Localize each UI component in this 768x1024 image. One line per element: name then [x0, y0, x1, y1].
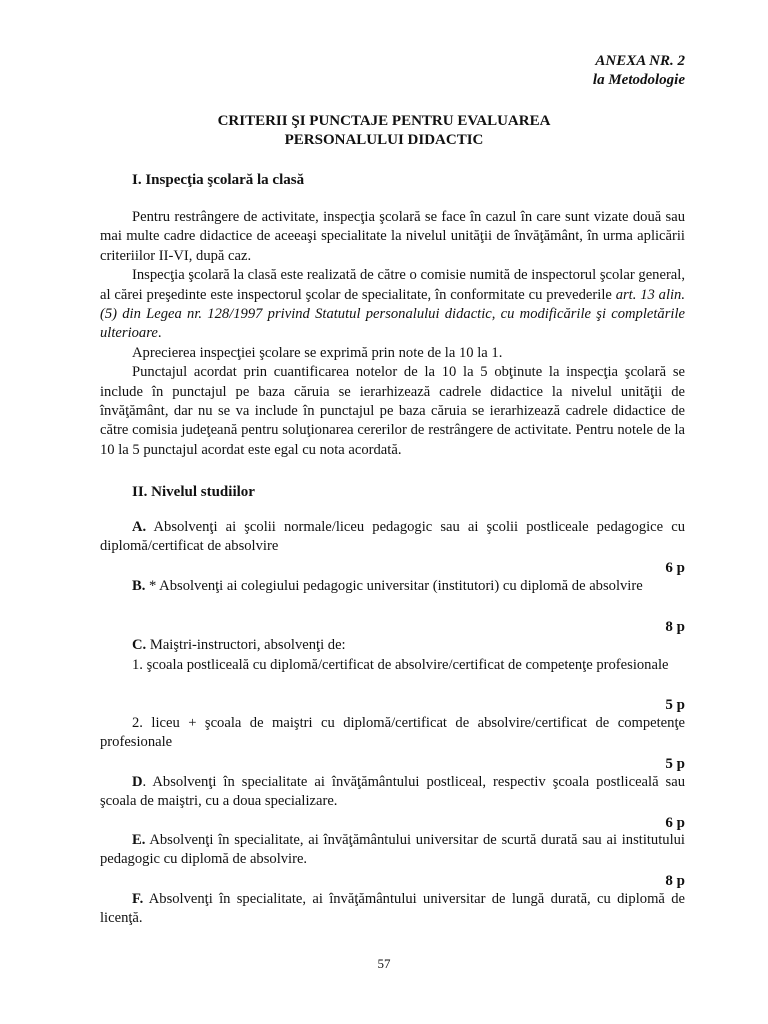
item-c-text: [100, 636, 685, 655]
paragraph-2: [100, 266, 685, 344]
item-e-label: E.: [132, 832, 146, 848]
item-b-label: B.: [132, 578, 146, 594]
item-e: [100, 831, 685, 870]
item-f-label: F.: [132, 891, 144, 907]
item-b-desc: * Absolvenţi ai colegiului pedagogic universitar (institutori) cu diplomă de absolvire: [145, 578, 643, 594]
item-c2-text: 2. liceu + şcoala de maiştri cu diplomă/certificat de absolvire/certificat de competenţe profesionale: [100, 715, 685, 751]
item-a: [100, 518, 685, 557]
item-c1-score: 5 p: [665, 697, 685, 713]
item-d-score: 6 p: [665, 815, 685, 831]
page-number: 57: [377, 956, 391, 971]
item-e-score: 8 p: [665, 873, 685, 889]
paragraph-2-start: Inspecţia şcolară la clasă este realizată de către o comisie numită de inspectorul şcolar general, al cărei preşedinte este inspectorul şcolar de specialitate, în conformitate cu prevederile: [100, 267, 685, 303]
item-e-desc: Absolvenţi în specialitate, ai învăţământului universitar de scurtă durată sau ai institutului pedagogic cu diplomă de absolvire.: [100, 832, 685, 868]
item-b-text: [100, 577, 685, 596]
law-reference: art. 13 alin. (5) din Legea nr. 128/1997 privind Statutul personalului didactic, cu modificările şi completările ulterioare: [100, 286, 685, 342]
item-e-text: [100, 831, 685, 870]
section-2-heading: II. Nivelul studiilor: [132, 484, 255, 500]
item-d-label: D: [132, 774, 143, 790]
paragraph-4: Punctajul acordat prin cuantificarea notelor de la 10 la 5 obţinute la inspecţia şcolară se include în punctajul pe baza căruia se ierarhizează cadrele didactice la nivelul unităţii de învăţământ, dar nu se va include în punctajul pe baza căruia se ierarhizează cadrele didactice de către comisia judeţeană pentru soluţionarea cererilor de restrângere de activitate. Pentru notele de la 10 la 5 punctajul acordat este egal cu nota acordată.: [100, 364, 685, 458]
section-1-body: [100, 208, 685, 460]
title-line-1: CRITERII ŞI PUNCTAJE PENTRU EVALUAREA: [217, 113, 551, 129]
title-line-2: PERSONALULUI DIDACTIC: [284, 132, 484, 148]
item-c1-text: 1. şcoala postliceală cu diplomă/certificat de absolvire/certificat de competenţe profesionale: [132, 657, 669, 673]
item-d-desc: . Absolvenţi în specialitate ai învăţământului postliceal, respectiv şcoala postliceală sau şcoala de maiştri, cu a doua specializare.: [100, 774, 685, 810]
item-f-text: [100, 890, 685, 929]
annex-header: [593, 52, 685, 90]
item-d: [100, 773, 685, 812]
item-b: [100, 577, 685, 596]
annex-subtitle: la Metodologie: [592, 72, 685, 88]
item-c1: [100, 656, 685, 675]
item-a-score: 6 p: [665, 560, 685, 576]
item-c2: [100, 714, 685, 753]
item-c-label: C.: [132, 637, 147, 653]
paragraph-3: Aprecierea inspecţiei şcolare se exprimă prin note de la 10 la 1.: [132, 344, 503, 361]
annex-number: ANEXA NR. 2: [595, 53, 685, 69]
item-f: [100, 890, 685, 929]
paragraph-2-end: .: [157, 325, 162, 342]
item-c: [100, 636, 685, 655]
item-a-text: [100, 518, 685, 557]
item-d-text: [100, 773, 685, 812]
section-1-heading: I. Inspecţia şcolară la clasă: [132, 172, 305, 188]
item-c-desc: Maiştri-instructori, absolvenţi de:: [146, 637, 346, 653]
item-a-desc: Absolvenţi ai şcolii normale/liceu pedagogic sau ai şcolii postliceale pedagogice cu diplomă/certificat de absolvire: [100, 519, 685, 555]
paragraph-1: Pentru restrângere de activitate, inspecţia şcolară se face în cazul în care sunt vizate două sau mai multe cadre didactice de aceeaşi specialitate la nivelul unităţii de învăţământ, în urma aplicării criteriilor II-VI, după caz.: [100, 209, 685, 264]
item-f-desc: Absolvenţi în specialitate, ai învăţământului universitar de lungă durată, cu diplomă de licenţă.: [100, 891, 685, 927]
item-c2-score: 5 p: [665, 756, 685, 772]
item-a-label: A.: [132, 519, 147, 535]
document-title: [0, 112, 768, 150]
item-b-score: 8 p: [665, 619, 685, 635]
